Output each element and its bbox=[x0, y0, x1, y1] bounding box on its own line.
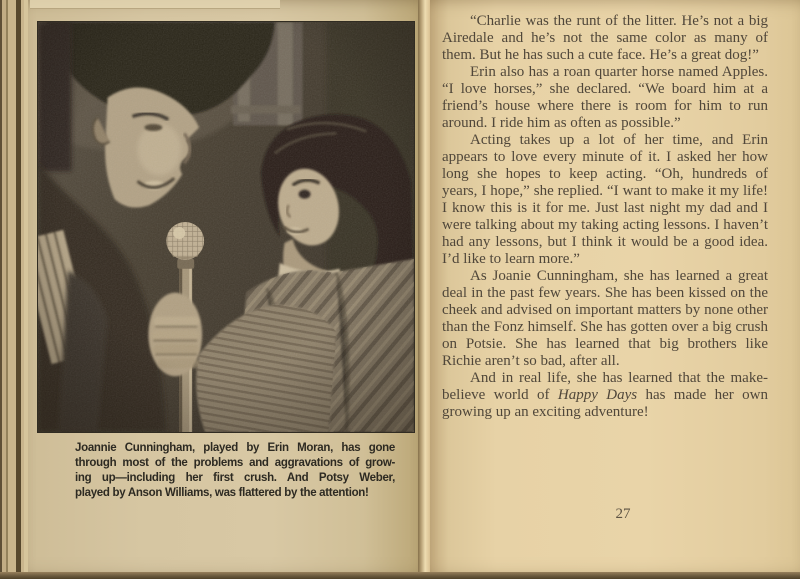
paragraph-acting: Acting takes up a lot of her time, and Erin appears to love every minute of it. I asked her how long she hopes to keep acting. “Oh, hundreds of years, I hope,” she replied. “I want to make it my life! I know this is it for me. Just last night my dad and I were talking about my taking acting lessons. I haven’t had any lessons, but I think it would be a good idea. I’d like to learn more.” bbox=[442, 132, 768, 267]
photo-joanie-potsie bbox=[37, 21, 415, 433]
underlying-page-sliver bbox=[30, 0, 280, 9]
paragraph-charlie: “Charlie was the runt of the litter. He’s not a big Airedale and he’s not the same color as many of them. But he has such a cute face. He’s a great dog!” bbox=[442, 13, 768, 63]
paragraph-horse: Erin also has a roan quarter horse named Apples. “I love horses,” she declared. “We board him at a friend’s house where there is room for him to run around. I ride him as often as possible.” bbox=[442, 64, 768, 131]
page-number: 27 bbox=[615, 506, 631, 522]
photo-caption bbox=[75, 441, 395, 501]
final-paragraph-title: Happy Days bbox=[557, 387, 638, 403]
page-gutter-fold bbox=[418, 0, 430, 579]
body-text-column bbox=[442, 13, 768, 421]
caption-line: ing up—including her first crush. And Potsy Weber, bbox=[75, 472, 395, 484]
photo-illustration bbox=[38, 22, 414, 432]
paragraph-joanie: As Joanie Cunningham, she has learned a great deal in the past few years. She has been kissed on the cheek and advised on important matters by none other than the Fonz himself. She has gotten over a big crush on Potsie. She has learned that big brothers like Richie aren’t so bad, after all. bbox=[442, 268, 768, 369]
paragraph-real-life bbox=[442, 370, 768, 421]
left-page bbox=[28, 0, 418, 579]
right-page bbox=[430, 0, 800, 579]
final-paragraph-post: has made her own growing up an exciting adventure! bbox=[442, 387, 768, 420]
photo-texture bbox=[38, 22, 414, 432]
book-page-edges-left bbox=[0, 0, 28, 579]
caption-line: played by Anson Williams, was flattered by the attention! bbox=[75, 487, 369, 499]
caption-line: Joannie Cunningham, played by Erin Moran, has gone bbox=[75, 442, 395, 454]
book-bottom-edge bbox=[0, 572, 800, 579]
caption-line: through most of the problems and aggravations of grow- bbox=[75, 457, 395, 469]
final-paragraph-pre: And in real life, she has learned that the make-believe world of bbox=[442, 370, 768, 403]
